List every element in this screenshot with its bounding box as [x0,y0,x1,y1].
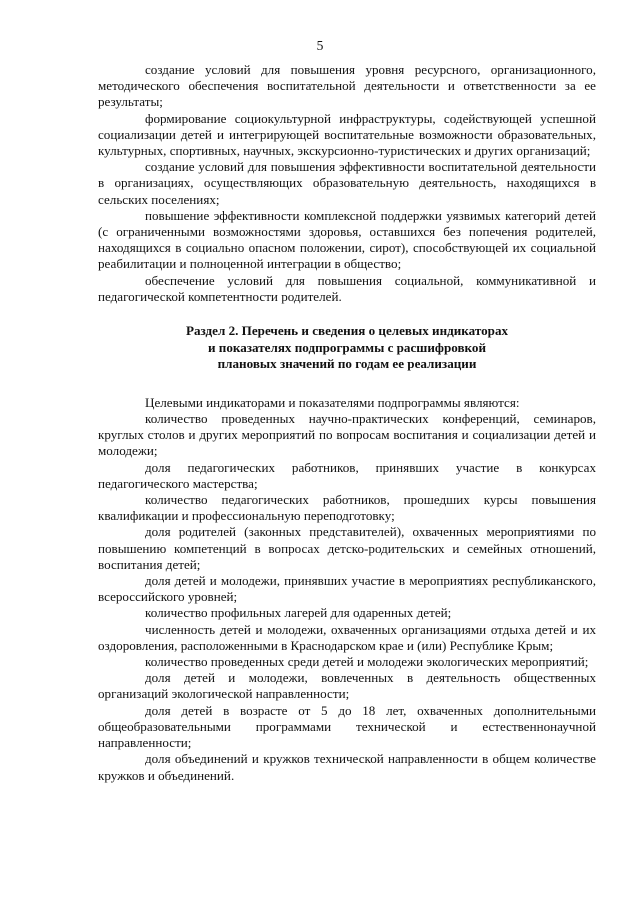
indicator-paragraph: доля педагогических работников, принявших участие в конкурсах педагогического мастерства; [98,459,596,491]
indicator-paragraph: доля объединений и кружков технической направленности в общем количестве кружков и объединений. [98,751,596,783]
task-paragraph: формирование социокультурной инфраструктуры, содействующей успешной социализации детей и интегрирующей воспитательные возможности образовательных, культурных, спортивных, научных, экскурсионно-туристических и других организаций; [98,110,596,159]
task-paragraph: повышение эффективности комплексной поддержки уязвимых категорий детей (с ограниченными возможностями здоровья, оставшихся без попечения родителей, находящихся в социально опасном положении, сирот), способствующей их социальной реабилитации и полноценной интеграции в общество; [98,207,596,272]
section-heading-line: плановых значений по годам ее реализации [217,356,477,372]
indicator-paragraph: доля детей и молодежи, принявших участие в мероприятиях республиканского, всероссийского уровней; [98,573,596,605]
indicator-paragraph: численность детей и молодежи, охваченных организациями отдыха детей и их оздоровления, расположенными в Краснодарском крае и (или) Республике Крым; [98,621,596,653]
section-heading-line: Раздел 2. Перечень и сведения о целевых индикаторах [185,323,509,339]
task-paragraph: создание условий для повышения эффективности воспитательной деятельности в организациях, осуществляющих образовательную деятельность, находящихся в сельских поселениях; [98,159,596,207]
indicator-paragraph: количество проведенных научно-практических конференций, семинаров, круглых столов и других мероприятий по вопросам воспитания и социализации детей и молодежи; [98,411,596,459]
indicators-intro: Целевыми индикаторами и показателями подпрограммы являются: [145,394,520,410]
indicator-paragraph: количество профильных лагерей для одаренных детей; [145,605,452,621]
task-paragraph: создание условий для повышения уровня ресурсного, организационного, методического обеспечения воспитательной деятельности и ответственности за ее результаты; [98,62,596,110]
section-heading [98,323,596,373]
task-paragraph: обеспечение условий для повышения социальной, коммуникативной и педагогической компетентности родителей. [98,272,596,304]
indicator-paragraph: доля детей в возрасте от 5 до 18 лет, охваченных дополнительными общеобразовательными программами технической и естественнонаучной направленности; [98,702,596,751]
section-heading-line: и показателях подпрограммы с расшифровкой [207,339,486,355]
indicator-paragraph: количество педагогических работников, прошедших курсы повышения квалификации и профессиональную переподготовку; [98,492,596,524]
indicator-paragraph: доля детей и молодежи, вовлеченных в деятельность общественных организаций экологической направленности; [98,670,596,702]
page-number: 5 [316,38,324,53]
indicator-paragraph: количество проведенных среди детей и молодежи экологических мероприятий; [145,654,589,670]
page-content [98,62,596,784]
indicator-paragraph: доля родителей (законных представителей), охваченных мероприятиями по повышению компетенций в вопросах детско-родительских и семейных отношений, воспитания детей; [98,524,596,572]
